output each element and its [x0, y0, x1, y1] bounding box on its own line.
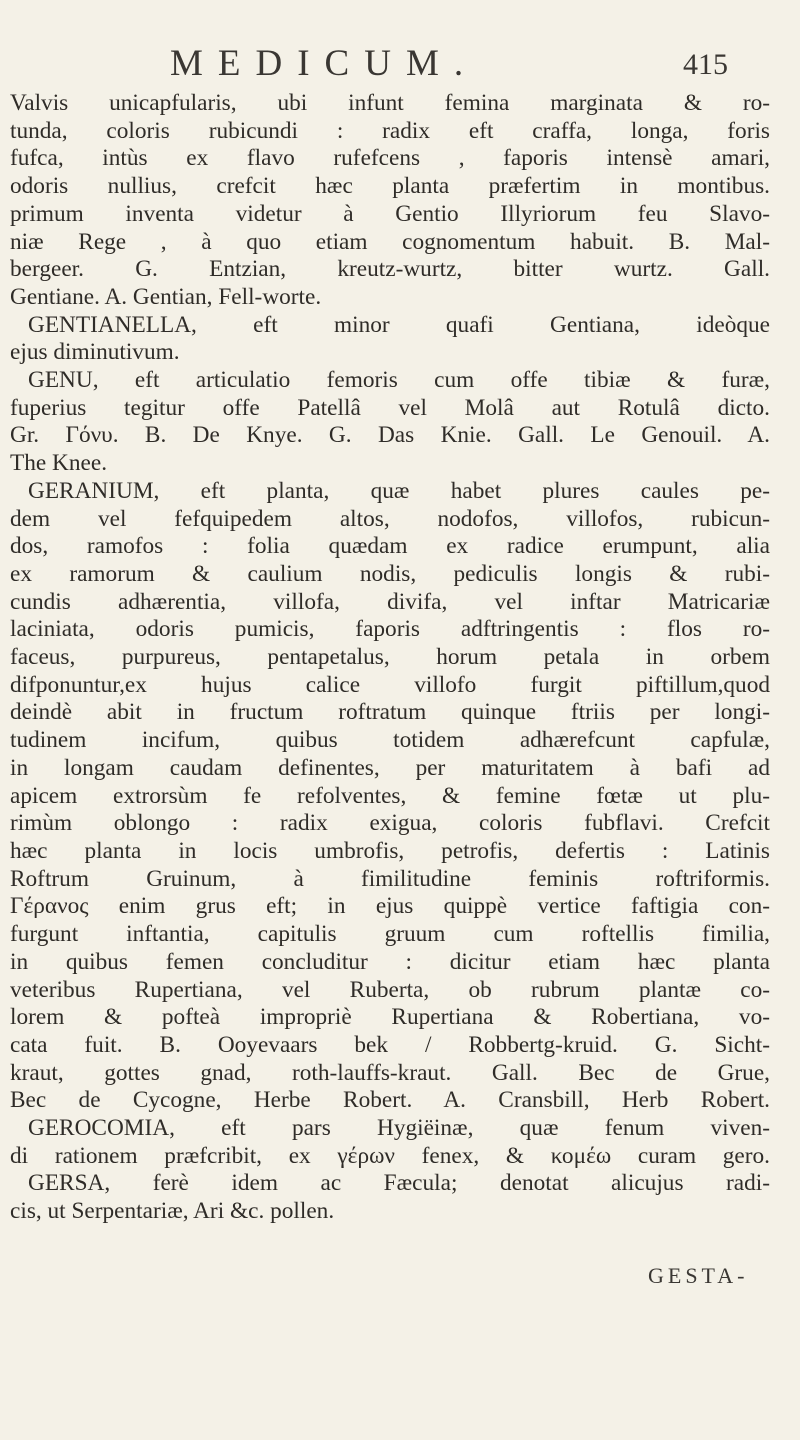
- text-line: Bec de Cycogne, Herbe Robert. A. Cransbill, Herb Robert.: [10, 1087, 770, 1114]
- page-header: [0, 40, 800, 88]
- text-line: di rationem præfcribit, ex γέρων fenex, & κομέω curam gero.: [10, 1142, 770, 1169]
- text-line: furgunt inftantia, capitulis gruum cum roftellis fimilia,: [10, 921, 770, 948]
- entry-genu: GENU, eft articulatio femoris cum offe tibiæ & furæ,: [28, 367, 770, 394]
- text-line: lorem & pofteà impropriè Rupertiana & Robertiana, vo-: [10, 1004, 770, 1031]
- text-line: odoris nullius, crefcit hæc planta præfertim in montibus.: [10, 173, 770, 200]
- text-line: cata fuit. B. Ooyevaars bek / Robbertg-kruid. G. Sicht-: [10, 1031, 770, 1058]
- text-line: hæc planta in locis umbrofis, petrofis, defertis : Latinis: [10, 837, 770, 864]
- catchword: GESTA-: [648, 1263, 749, 1288]
- text-line: Gr. Γόνυ. B. De Knye. G. Das Knie. Gall. Le Genouil. A.: [10, 422, 770, 449]
- entry-gentianella: GENTIANELLA, eft minor quafi Gentiana, ideòque: [28, 311, 770, 338]
- text-line: Valvis unicapfularis, ubi infunt femina marginata & ro-: [10, 90, 770, 116]
- text-line: deindè abit in fructum roftratum quinque ftriis per longi-: [10, 699, 770, 726]
- text-line: tudinem incifum, quibus totidem adhærefcunt capfulæ,: [10, 727, 770, 754]
- text-line: kraut, gottes gnad, roth-lauffs-kraut. Gall. Bec de Grue,: [10, 1059, 770, 1086]
- text-line: rimùm oblongo : radix exigua, coloris fubflavi. Crefcit: [10, 810, 770, 837]
- body-text: [10, 90, 770, 1226]
- text-line: niæ Rege , à quo etiam cognomentum habuit. B. Mal-: [10, 228, 770, 255]
- text-line: ex ramorum & caulium nodis, pediculis longis & rubi-: [10, 560, 770, 587]
- entry-gersa: GERSA, ferè idem ac Fæcula; denotat alicujus radi-: [28, 1170, 770, 1197]
- text-line: fuperius tegitur offe Patellâ vel Molâ aut Rotulâ dicto.: [10, 394, 770, 421]
- page-number: 415: [683, 48, 728, 81]
- text-line: dos, ramofos : folia quædam ex radice erumpunt, alia: [10, 533, 770, 560]
- text-line: primum inventa videtur à Gentio Illyriorum feu Slavo-: [10, 200, 770, 227]
- text-line: ejus diminutivum.: [10, 339, 180, 366]
- text-line: cundis adhærentia, villofa, divifa, vel inftar Matricariæ: [10, 588, 770, 615]
- text-line: in quibus femen concluditur : dicitur etiam hæc planta: [10, 948, 770, 975]
- text-line: fufca, intùs ex flavo rufefcens , faporis intensè amari,: [10, 145, 770, 172]
- text-line: in longam caudam definentes, per maturitatem à bafi ad: [10, 754, 770, 781]
- text-line: bergeer. G. Entzian, kreutz-wurtz, bitter wurtz. Gall.: [10, 256, 770, 283]
- text-line: Gentiane. A. Gentian, Fell-worte.: [10, 283, 322, 310]
- entry-geranium: GERANIUM, eft planta, quæ habet plures caules pe-: [28, 477, 770, 504]
- text-line: Roftrum Gruinum, à fimilitudine feminis roftriformis.: [10, 865, 770, 892]
- entry-gerocomia: GEROCOMIA, eft pars Hygiëinæ, quæ fenum viven-: [28, 1115, 770, 1142]
- text-line: faceus, purpureus, pentapetalus, horum petala in orbem: [10, 644, 770, 671]
- text-line: laciniata, odoris pumicis, faporis adftringentis : flos ro-: [10, 616, 770, 643]
- running-head: MEDICUM.: [170, 43, 479, 84]
- text-line: cis, ut Serpentariæ, Ari &c. pollen.: [10, 1198, 335, 1225]
- text-line: Γέρανος enim grus eft; in ejus quippè vertice faftigia con-: [10, 893, 770, 920]
- text-line: tunda, coloris rubicundi : radix eft craffa, longa, foris: [10, 117, 770, 144]
- text-line: apicem extrorsùm fe refolventes, & femine fœtæ ut plu-: [10, 782, 770, 809]
- text-line: The Knee.: [10, 450, 108, 477]
- text-line: difponuntur,ex hujus calice villofo furgit piftillum,quod: [10, 671, 770, 698]
- text-line: dem vel fefquipedem altos, nodofos, villofos, rubicun-: [10, 505, 770, 532]
- text-line: veteribus Rupertiana, vel Ruberta, ob rubrum plantæ co-: [10, 976, 770, 1003]
